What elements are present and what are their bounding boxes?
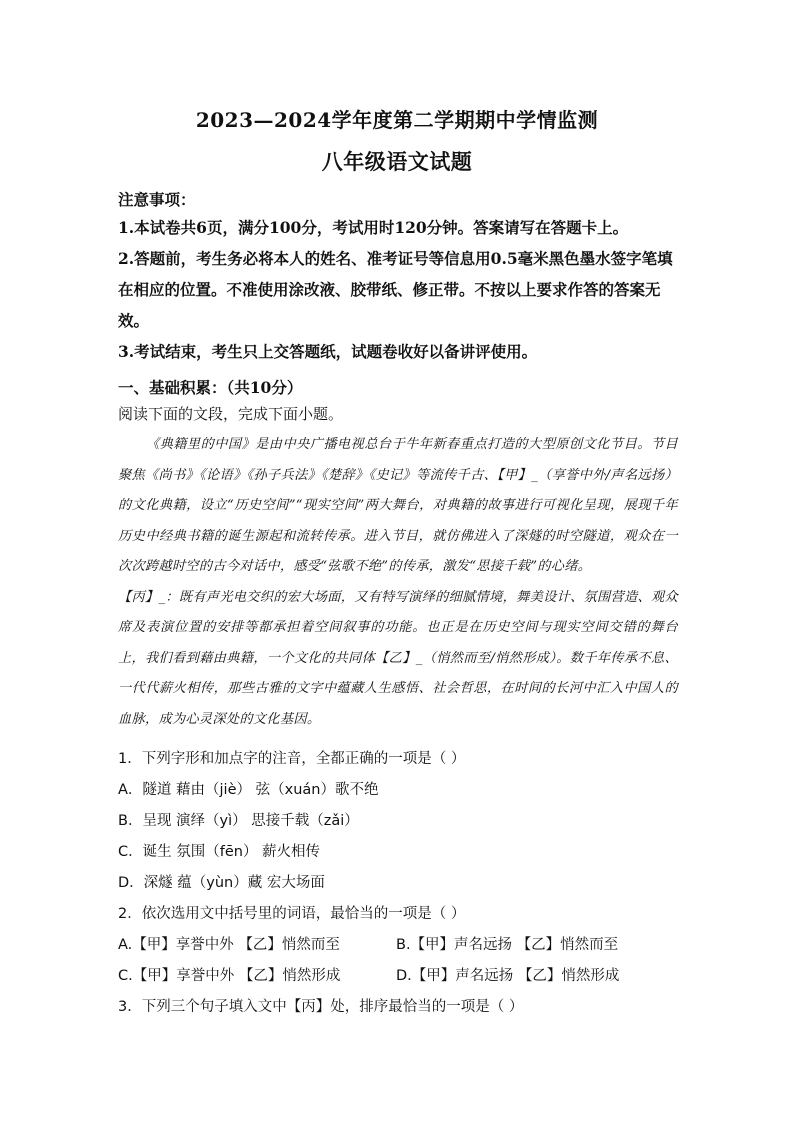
question-2-option-b: B.【甲】声名远扬 【乙】悄然而至: [396, 937, 619, 953]
question-2-row-2: [118, 961, 678, 992]
question-1-option-d: D．深燧 蕴（yùn）藏 宏大场面: [118, 875, 325, 891]
question-1-option-b: B．呈现 演绎（yì） 思接千载（zǎi）: [118, 813, 359, 829]
question-1-option-c: C．诞生 氛围（fēn） 薪火相传: [118, 844, 321, 860]
reading-passage: [118, 430, 678, 735]
notice-list: [118, 212, 678, 367]
passage-paragraph-1: 《典籍里的中国》是由中央广播电视总台于牛年新春重点打造的大型原创文化节目。节目聚焦《尚书》《论语》《孙子兵法》《楚辞》《史记》等流传千古、【甲】_（享誉中外/声名远扬）的文化典籍，设立“历史空间”“现实空间”两大舞台，对典籍的故事进行可视化呈现，展现千年历史中经典书籍的诞生源起和流转传承。进入节目，就仿佛进入了深燧的时空隧道，观众在一次次跨越时空的古今对话中，感受“弦歌不绝”的传承，激发“思接千载”的心绪。: [118, 437, 678, 574]
question-3-stem: 3．下列三个句子填入文中【丙】处，排序最恰当的一项是（ ）: [118, 999, 524, 1015]
question-2-option-a: A.【甲】享誉中外 【乙】悄然而至: [118, 937, 340, 953]
question-list: [118, 744, 678, 1023]
question-2-stem: 2．依次选用文中括号里的词语，最恰当的一项是（ ）: [118, 906, 466, 922]
question-2-option-c: C.【甲】享誉中外 【乙】悄然形成: [118, 968, 341, 984]
notice-item-1: 1.本试卷共6页，满分100分，考试用时120分钟。答案请写在答题卡上。: [118, 218, 629, 237]
notice-item-2: 2.答题前，考生务必将本人的姓名、准考证号等信息用0.5毫米黑色墨水签字笔填在相应的位置。不准使用涂改液、胶带纸、修正带。不按以上要求作答的答案无效。: [118, 249, 673, 330]
section-title: 一、基础积累：（共10分）: [118, 378, 303, 397]
question-1-option-a: A．隧道 藉由（jiè） 弦（xuán）歌不绝: [118, 782, 379, 798]
question-1-stem: 1．下列字形和加点字的注音，全都正确的一项是（ ）: [118, 751, 466, 767]
notice-item-3: 3.考试结束，考生只上交答题纸，试题卷收好以备讲评使用。: [118, 342, 538, 361]
question-2-row-1: [118, 930, 678, 961]
passage-paragraph-2: 【丙】_：既有声光电交织的宏大场面，又有特写演绎的细腻情境，舞美设计、氛围营造、观众席及表演位置的安排等都承担着空间叙事的功能。也正是在历史空间与现实空间交错的舞台上，我们看到藉由典籍，一个文化的共同体【乙】_（悄然而至/悄然形成）。数千年传承不息、一代代薪火相传，那些古雅的文字中蕴藏人生感悟、社会哲思，在时间的长河中汇入中国人的血脉，成为心灵深处的文化基因。: [118, 589, 678, 727]
question-2-option-d: D.【甲】声名远扬 【乙】悄然形成: [396, 968, 620, 984]
section-intro: 阅读下面的文段，完成下面小题。: [118, 405, 344, 423]
exam-subtitle: 八年级语文试题: [321, 149, 473, 174]
notice-label: 注意事项：: [118, 190, 196, 209]
exam-title: 2023—2024学年度第二学期期中学情监测: [195, 108, 599, 132]
